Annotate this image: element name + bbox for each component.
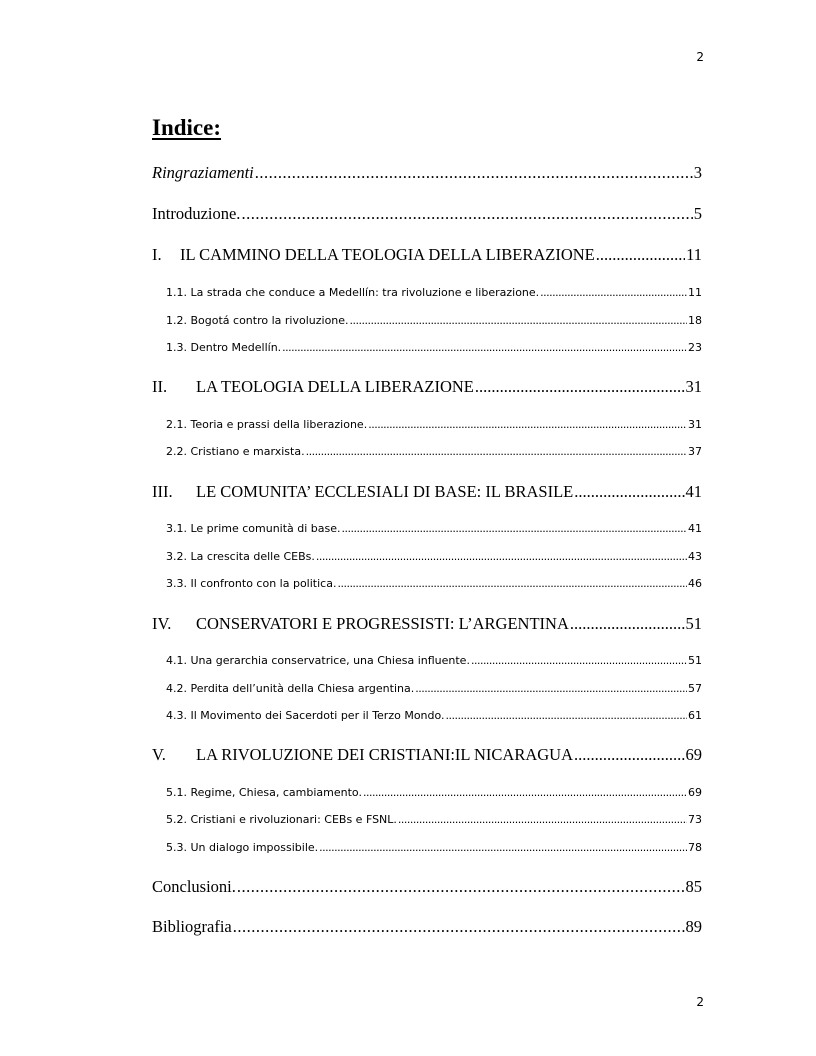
toc-entry-introduzione[interactable] [152, 204, 702, 224]
toc-label: 5.1. Regime, Chiesa, cambiamento. [166, 786, 362, 799]
toc-chapter-2[interactable] [152, 377, 702, 397]
toc-page: 23 [688, 341, 702, 354]
toc-label: Ringraziamenti [152, 163, 254, 182]
toc-chapter-number: IV. [152, 614, 172, 633]
toc-label: Introduzione. [152, 204, 241, 223]
toc-page: 51 [688, 654, 702, 667]
toc-entry-conclusioni[interactable] [152, 877, 702, 897]
toc-chapter-1[interactable] [152, 245, 702, 265]
toc-section-5-2[interactable] [166, 813, 702, 826]
toc-label: 2.2. Cristiano e marxista. [166, 445, 305, 458]
toc-leader [363, 786, 687, 799]
toc-leader [342, 522, 687, 535]
toc-chapter-4[interactable] [152, 614, 702, 634]
toc-label: 4.1. Una gerarchia conservatrice, una Chiesa influente. [166, 654, 470, 667]
toc-label: LA TEOLOGIA DELLA LIBERAZIONE [196, 377, 474, 396]
toc-label: 4.3. Il Movimento dei Sacerdoti per il Terzo Mondo. [166, 709, 445, 722]
toc-chapter-number: III. [152, 482, 173, 501]
toc-leader [306, 445, 687, 458]
toc-leader [368, 418, 687, 431]
toc-leader [475, 377, 685, 397]
toc-page: 43 [688, 550, 702, 563]
toc-leader [415, 682, 687, 695]
toc-leader [471, 654, 687, 667]
toc-section-4-3[interactable] [166, 709, 702, 722]
toc-leader [350, 314, 687, 327]
toc-label: 3.2. La crescita delle CEBs. [166, 550, 315, 563]
toc-label: 5.3. Un dialogo impossibile. [166, 841, 319, 854]
toc-page: 18 [688, 314, 702, 327]
toc-leader [337, 577, 687, 590]
toc-label: LE COMUNITA’ ECCLESIALI DI BASE: IL BRASILE [196, 482, 574, 501]
toc-label: IL CAMMINO DELLA TEOLOGIA DELLA LIBERAZIONE [180, 245, 595, 264]
toc-leader [233, 917, 685, 937]
toc-chapter-5[interactable] [152, 745, 702, 765]
toc-leader [282, 341, 687, 354]
toc-page: 69 [688, 786, 702, 799]
toc-label: Conclusioni. [152, 877, 236, 896]
toc-page: 61 [688, 709, 702, 722]
toc-section-3-1[interactable] [166, 522, 702, 535]
toc-section-1-2[interactable] [166, 314, 702, 327]
page-number-bottom: 2 [696, 995, 704, 1009]
toc-leader [316, 550, 687, 563]
toc-label: Bibliografia [152, 917, 232, 936]
toc-page: 31 [685, 377, 702, 396]
toc-page: 31 [688, 418, 702, 431]
toc-chapter-number: V. [152, 745, 166, 764]
toc-page: 69 [685, 745, 702, 764]
toc-leader [237, 877, 685, 897]
toc-page: 57 [688, 682, 702, 695]
toc-leader [570, 614, 685, 634]
toc-page: 89 [685, 917, 702, 936]
toc-label: 4.2. Perdita dell’unità della Chiesa argentina. [166, 682, 415, 695]
page-title: Indice: [152, 115, 221, 140]
toc-page: 3 [693, 163, 702, 182]
toc-leader [574, 482, 684, 502]
toc-leader [398, 813, 687, 826]
toc-leader [540, 286, 687, 299]
toc-leader [319, 841, 687, 854]
toc-section-4-1[interactable] [166, 654, 702, 667]
toc-label: CONSERVATORI E PROGRESSISTI: L’ARGENTINA [196, 614, 569, 633]
toc-leader [255, 163, 693, 183]
toc-section-1-3[interactable] [166, 341, 702, 354]
toc-label: 1.2. Bogotá contro la rivoluzione. [166, 314, 349, 327]
toc-page: 37 [688, 445, 702, 458]
toc-section-3-3[interactable] [166, 577, 702, 590]
toc-label: 3.3. Il confronto con la politica. [166, 577, 337, 590]
toc-leader [241, 204, 692, 224]
toc-page: 11 [686, 245, 702, 264]
toc-section-4-2[interactable] [166, 682, 702, 695]
toc-page: 78 [688, 841, 702, 854]
toc-page: 11 [688, 286, 702, 299]
toc-section-1-1[interactable] [166, 286, 702, 299]
toc-page: 5 [693, 204, 702, 223]
toc-section-2-2[interactable] [166, 445, 702, 458]
toc-label: 1.1. La strada che conduce a Medellín: tra rivoluzione e liberazione. [166, 286, 540, 299]
toc-page: 73 [688, 813, 702, 826]
toc-label: 1.3. Dentro Medellín. [166, 341, 282, 354]
toc-section-3-2[interactable] [166, 550, 702, 563]
toc-page: 51 [685, 614, 702, 633]
toc-section-2-1[interactable] [166, 418, 702, 431]
toc-page: 46 [688, 577, 702, 590]
toc-page: 85 [685, 877, 702, 896]
toc-entry-bibliografia[interactable] [152, 917, 702, 937]
toc-label: 5.2. Cristiani e rivoluzionari: CEBs e FSNL. [166, 813, 397, 826]
page-number-top: 2 [696, 50, 704, 64]
toc-chapter-number: II. [152, 377, 168, 396]
toc-leader [446, 709, 687, 722]
toc-chapter-number: I. [152, 245, 162, 264]
toc-leader [574, 745, 684, 765]
toc-chapter-3[interactable] [152, 482, 702, 502]
toc-label: 3.1. Le prime comunità di base. [166, 522, 341, 535]
toc-section-5-3[interactable] [166, 841, 702, 854]
toc-entry-ringraziamenti[interactable] [152, 163, 702, 183]
toc-label: LA RIVOLUZIONE DEI CRISTIANI:IL NICARAGUA [196, 745, 574, 764]
toc-label: 2.1. Teoria e prassi della liberazione. [166, 418, 368, 431]
toc-leader [596, 245, 685, 265]
toc-page: 41 [688, 522, 702, 535]
toc-page: 41 [685, 482, 702, 501]
toc-section-5-1[interactable] [166, 786, 702, 799]
